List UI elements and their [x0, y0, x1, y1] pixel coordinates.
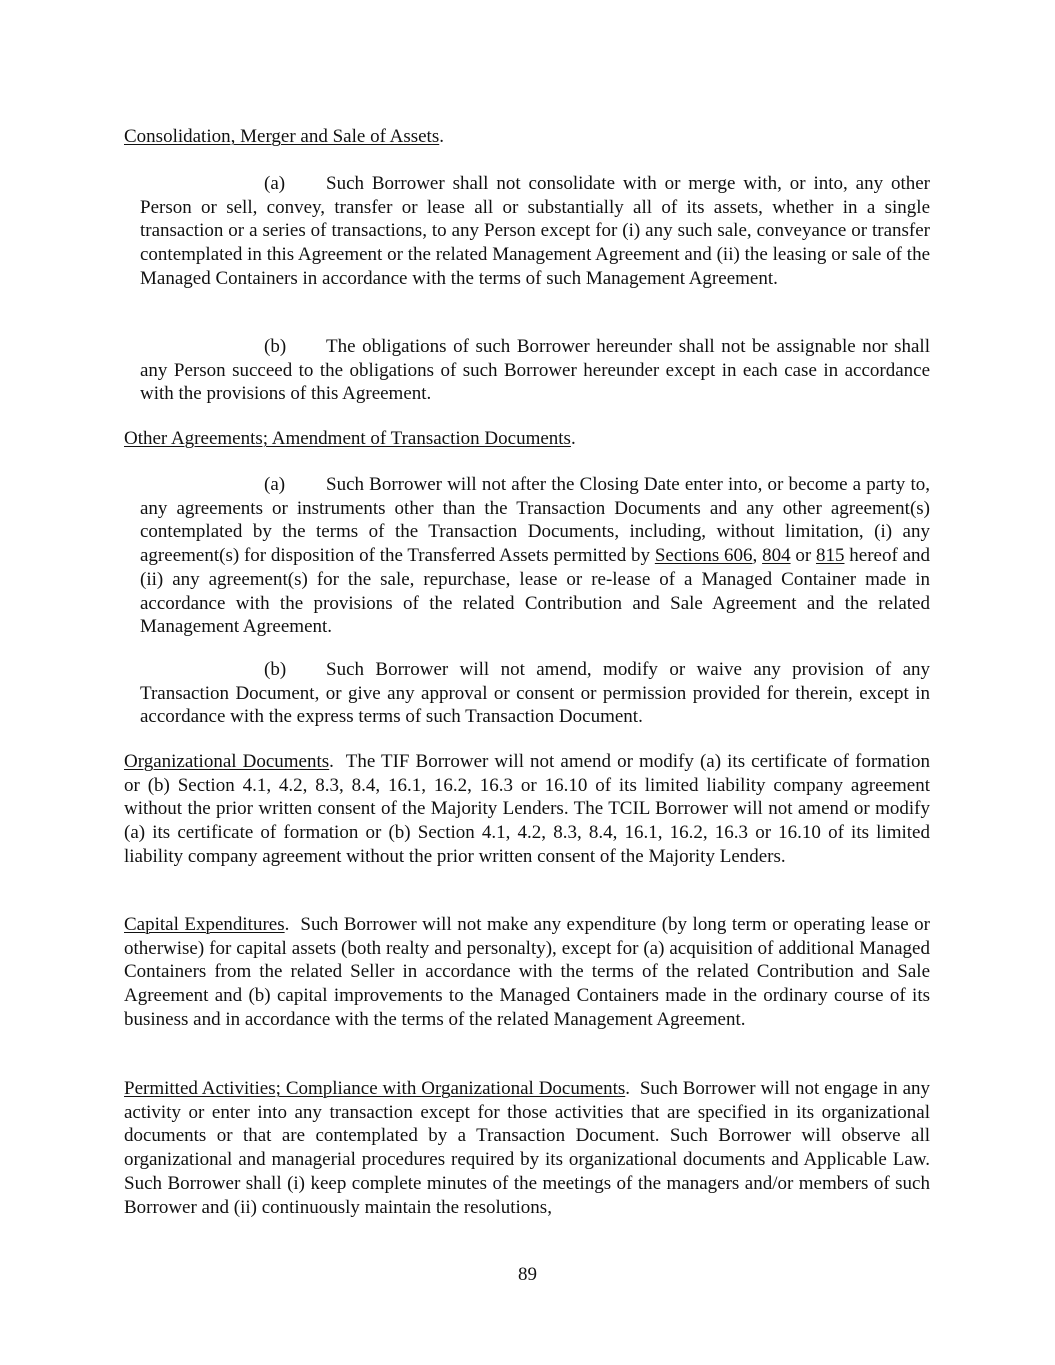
- subsection-text-continued: hereof and (ii) any agreement(s) for the sale, repurchase, lease or re-lease of a Managed Container made in accordance with the provisions of the related Contribution and Sale Agreement and the related Management Agreement.: [140, 545, 931, 638]
- section-body: The TIF Borrower will not amend or modify (a) its certificate of formation or (b) Section 4.1, 4.2, 8.3, 8.4, 16.1, 16.2, 16.3 or 16.10 of its limited liability company agreement without the prior written consent of the Majority Lenders. The TCIL Borrower will not amend or modify (a) its certificate of formation or (b) Section 4.1, 4.2, 8.3, 8.4, 16.1, 16.2, 16.3 or 16.10 of its limited liability company agreement without the prior written consent of the Majority Lenders.: [124, 751, 930, 867]
- cross-reference-sections-606: Sections 606: [654, 545, 753, 567]
- subsection-marker: (a): [264, 173, 286, 194]
- section-heading: Other Agreements; Amendment of Transaction Documents: [124, 428, 571, 449]
- section-capital-expenditures: Capital Expenditures. Such Borrower will not make any expenditure (by long term or operating lease or otherwise) for capital assets (both realty and personalty), except for (a) acquisition of additional Managed Containers from the related Seller in accordance with the terms of the related Contribution and Sale Agreement and (b) capital improvements to the Managed Containers made in the ordinary course of its business and in accordance with the terms of the related Management Agreement.: [124, 914, 930, 1030]
- section-heading: Capital Expenditures: [124, 914, 285, 935]
- subsection-marker: (a): [264, 474, 286, 495]
- subsection-text: Such Borrower will not after the Closing Date enter into, or become a party to, any agreements or instruments other than the Transaction Documents and any other agreement(s) contemplated by the terms of the Transaction Documents, including, without limitation, (i) any agreement(s) for disposition of the Transferred Assets permitted by: [140, 474, 930, 567]
- subsection-text: Such Borrower will not amend, modify or waive any provision of any Transaction Document, or give any approval or consent or permission provided for therein, except in accordance with the express terms of such Transaction Document.: [140, 659, 930, 728]
- section-other-agreements-sub-a: [140, 473, 930, 639]
- subsection-text: The obligations of such Borrower hereunder shall not be assignable nor shall any Person succeed to the obligations of such Borrower hereunder except in each case in accordance with the provisions of this Agreement.: [140, 336, 930, 405]
- section-consolidation-heading: Consolidation, Merger and Sale of Assets.: [124, 126, 444, 147]
- section-consolidation-sub-b: [140, 335, 930, 406]
- subsection-marker: (b): [264, 659, 287, 680]
- section-consolidation-sub-a: [140, 172, 930, 291]
- subsection-marker: (b): [264, 336, 287, 357]
- reference-separator: or: [790, 545, 816, 567]
- cross-reference-804: 804: [762, 545, 791, 567]
- section-body: Such Borrower will not make any expenditure (by long term or operating lease or otherwise) for capital assets (both realty and personalty), except for (a) acquisition of additional Managed Containers from the related Seller in accordance with the terms of the related Contribution and Sale Agreement and (b) capital improvements to the Managed Containers made in the ordinary course of its business and in accordance with the terms of the related Management Agreement.: [124, 914, 930, 1030]
- section-other-agreements-sub-b: [140, 658, 930, 729]
- section-organizational-documents: Organizational Documents. The TIF Borrower will not amend or modify (a) its certificate of formation or (b) Section 4.1, 4.2, 8.3, 8.4, 16.1, 16.2, 16.3 or 16.10 of its limited liability company agreement without the prior written consent of the Majority Lenders. The TCIL Borrower will not amend or modify (a) its certificate of formation or (b) Section 4.1, 4.2, 8.3, 8.4, 16.1, 16.2, 16.3 or 16.10 of its limited liability company agreement without the prior written consent of the Majority Lenders.: [124, 751, 930, 867]
- reference-separator: ,: [752, 545, 763, 567]
- section-permitted-activities: Permitted Activities; Compliance with Organizational Documents. Such Borrower will not engage in any activity or enter into any transaction except for those activities that are specified in its organizational documents or that are contemplated by a Transaction Document. Such Borrower will observe all organizational and managerial procedures required by its organizational documents and Applicable Law. Such Borrower shall (i) keep complete minutes of the meetings of the managers and/or members of such Borrower and (ii) continuously maintain the resolutions,: [124, 1078, 931, 1218]
- section-heading: Organizational Documents: [124, 751, 330, 772]
- subsection-text: Such Borrower shall not consolidate with or merge with, or into, any other Person or sell, convey, transfer or lease all or substantially all of its assets, whether in a single transaction or a series of transactions, to any Person except for (i) any such sale, conveyance or transfer contemplated in this Agreement or the related Management Agreement and (ii) the leasing or sale of the Managed Containers in accordance with the terms of such Management Agreement.: [140, 173, 930, 289]
- section-other-agreements-heading: Other Agreements; Amendment of Transaction Documents.: [124, 428, 576, 449]
- page-number: 89: [518, 1264, 537, 1285]
- section-body: Such Borrower will not engage in any activity or enter into any transaction except for those activities that are specified in its organizational documents or that are contemplated by a Transaction Document. Such Borrower will observe all organizational and managerial procedures required by its organizational documents and Applicable Law. Such Borrower shall (i) keep complete minutes of the meetings of the managers and/or members of such Borrower and (ii) continuously maintain the resolutions,: [124, 1078, 931, 1218]
- section-heading: Consolidation, Merger and Sale of Assets: [124, 126, 440, 147]
- cross-reference-815: 815: [815, 545, 845, 567]
- section-heading: Permitted Activities; Compliance with Organizational Documents: [124, 1078, 626, 1099]
